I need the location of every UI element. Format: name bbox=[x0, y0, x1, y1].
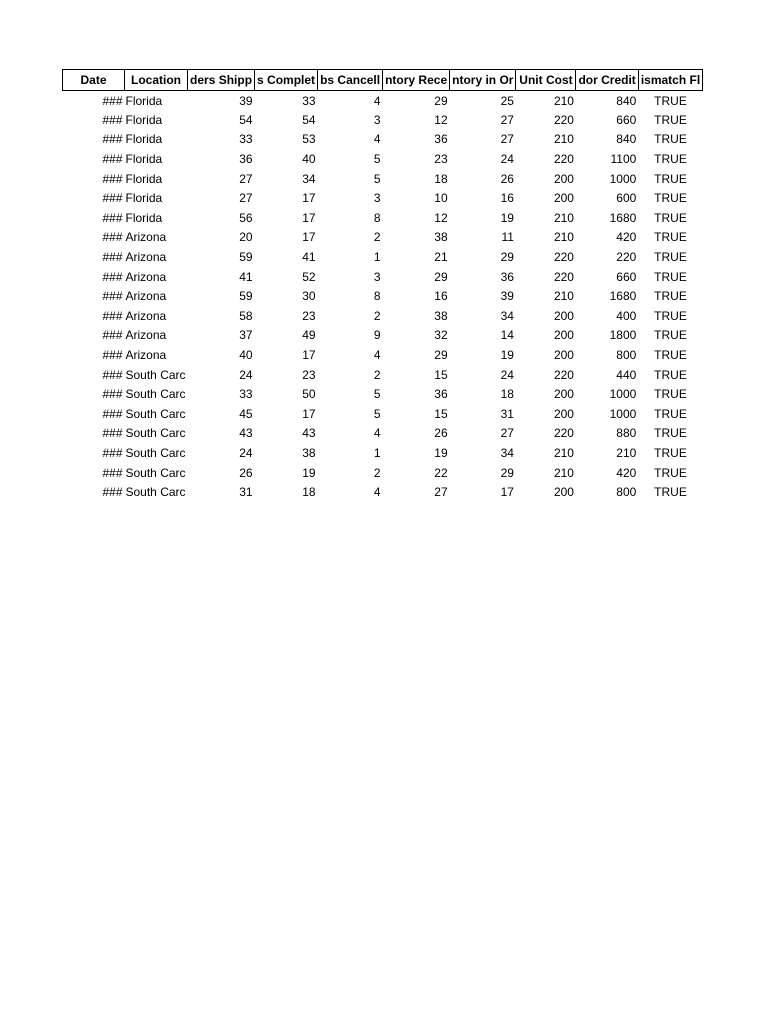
cell-jobs-completed[interactable]: 38 bbox=[302, 445, 316, 460]
cell-orders-shipped[interactable]: 37 bbox=[239, 328, 253, 343]
cell-jobs-cancelled[interactable]: 5 bbox=[373, 406, 381, 421]
cell-jobs-cancelled[interactable]: 3 bbox=[373, 112, 381, 127]
cell-date[interactable]: ### bbox=[102, 426, 123, 441]
cell-unit-cost[interactable]: 210 bbox=[553, 445, 574, 460]
cell-location[interactable]: Florida bbox=[125, 93, 163, 108]
cell-orders-shipped[interactable]: 54 bbox=[239, 112, 253, 127]
cell-inventory-received[interactable]: 27 bbox=[434, 485, 448, 500]
cell-inventory-received[interactable]: 36 bbox=[434, 387, 448, 402]
cell-location[interactable]: Arizona bbox=[125, 289, 167, 304]
table-row bbox=[63, 228, 703, 248]
cell-inventory-in-order[interactable]: 25 bbox=[500, 93, 514, 108]
cell-unit-cost[interactable]: 220 bbox=[553, 426, 574, 441]
cell-inventory-in-order[interactable]: 16 bbox=[500, 191, 514, 206]
cell-jobs-completed[interactable]: 54 bbox=[302, 112, 316, 127]
cell-vendor-credit[interactable]: 1680 bbox=[609, 289, 637, 304]
cell-inventory-received[interactable]: 12 bbox=[434, 210, 448, 225]
cell-date[interactable]: ### bbox=[102, 112, 123, 127]
data-table bbox=[62, 69, 703, 502]
cell-orders-shipped[interactable]: 31 bbox=[239, 485, 253, 500]
cell-vendor-credit[interactable]: 1100 bbox=[610, 152, 637, 167]
cell-location[interactable]: Florida bbox=[125, 132, 163, 147]
cell-location[interactable]: South Carc bbox=[125, 465, 186, 480]
table-row bbox=[63, 345, 703, 365]
cell-jobs-cancelled[interactable]: 4 bbox=[373, 426, 381, 441]
cell-mismatch-flag[interactable]: TRUE bbox=[654, 308, 687, 323]
cell-location[interactable]: South Carc bbox=[125, 367, 186, 382]
cell-jobs-completed[interactable]: 49 bbox=[302, 328, 316, 343]
cell-inventory-in-order[interactable]: 34 bbox=[500, 308, 514, 323]
cell-jobs-completed[interactable]: 30 bbox=[302, 289, 316, 304]
cell-jobs-cancelled[interactable]: 5 bbox=[373, 171, 381, 186]
cell-mismatch-flag[interactable]: TRUE bbox=[654, 112, 687, 127]
cell-jobs-cancelled[interactable]: 2 bbox=[373, 308, 381, 323]
cell-inventory-received[interactable]: 36 bbox=[434, 132, 448, 147]
cell-orders-shipped[interactable]: 20 bbox=[239, 230, 253, 245]
cell-jobs-cancelled[interactable]: 4 bbox=[373, 348, 381, 363]
cell-orders-shipped[interactable]: 59 bbox=[239, 289, 253, 304]
cell-inventory-in-order[interactable]: 19 bbox=[500, 210, 514, 225]
cell-jobs-completed[interactable]: 17 bbox=[302, 191, 316, 206]
cell-vendor-credit[interactable]: 1000 bbox=[609, 171, 637, 186]
cell-orders-shipped[interactable]: 24 bbox=[239, 367, 253, 382]
cell-mismatch-flag[interactable]: TRUE bbox=[654, 289, 687, 304]
cell-inventory-in-order[interactable]: 19 bbox=[500, 348, 514, 363]
cell-date[interactable]: ### bbox=[102, 171, 123, 186]
cell-unit-cost[interactable]: 200 bbox=[553, 191, 574, 206]
header-mismatch-flag: ismatch Fl bbox=[638, 70, 702, 91]
cell-inventory-received[interactable]: 32 bbox=[434, 328, 448, 343]
cell-jobs-cancelled[interactable]: 3 bbox=[373, 269, 381, 284]
cell-location[interactable]: South Carc bbox=[125, 445, 186, 460]
header-unit-cost: Unit Cost bbox=[516, 70, 576, 91]
cell-jobs-cancelled[interactable]: 3 bbox=[373, 191, 381, 206]
cell-jobs-completed[interactable]: 41 bbox=[302, 250, 316, 265]
cell-inventory-in-order[interactable]: 17 bbox=[500, 485, 514, 500]
cell-orders-shipped[interactable]: 56 bbox=[239, 210, 253, 225]
cell-unit-cost[interactable]: 210 bbox=[553, 289, 574, 304]
cell-vendor-credit[interactable]: 420 bbox=[616, 465, 637, 480]
cell-inventory-in-order[interactable]: 36 bbox=[500, 269, 514, 284]
cell-unit-cost[interactable]: 210 bbox=[553, 465, 574, 480]
cell-inventory-received[interactable]: 16 bbox=[434, 289, 448, 304]
cell-inventory-in-order[interactable]: 27 bbox=[500, 426, 514, 441]
cell-inventory-received[interactable]: 19 bbox=[434, 445, 448, 460]
table-row bbox=[63, 110, 703, 130]
cell-unit-cost[interactable]: 200 bbox=[553, 485, 574, 500]
cell-location[interactable]: South Carc bbox=[125, 485, 186, 500]
cell-jobs-cancelled[interactable]: 1 bbox=[373, 250, 381, 265]
cell-jobs-cancelled[interactable]: 4 bbox=[373, 132, 381, 147]
table-row bbox=[63, 286, 703, 306]
cell-jobs-cancelled[interactable]: 8 bbox=[373, 289, 381, 304]
table-row bbox=[63, 424, 703, 444]
cell-inventory-received[interactable]: 12 bbox=[434, 112, 448, 127]
cell-jobs-completed[interactable]: 34 bbox=[302, 171, 316, 186]
cell-orders-shipped[interactable]: 36 bbox=[239, 152, 253, 167]
cell-orders-shipped[interactable]: 39 bbox=[239, 93, 253, 108]
cell-date[interactable]: ### bbox=[102, 93, 123, 108]
cell-inventory-in-order[interactable]: 34 bbox=[500, 445, 514, 460]
table-body bbox=[63, 91, 703, 502]
header-inventory-in-order: ntory in Or bbox=[450, 70, 516, 91]
cell-mismatch-flag[interactable]: TRUE bbox=[654, 406, 687, 421]
cell-jobs-completed[interactable]: 17 bbox=[302, 348, 316, 363]
cell-inventory-received[interactable]: 26 bbox=[434, 426, 448, 441]
cell-jobs-completed[interactable]: 19 bbox=[302, 465, 316, 480]
cell-jobs-completed[interactable]: 43 bbox=[302, 426, 316, 441]
cell-inventory-received[interactable]: 15 bbox=[434, 406, 448, 421]
cell-inventory-received[interactable]: 29 bbox=[434, 348, 448, 363]
cell-inventory-in-order[interactable]: 29 bbox=[500, 250, 514, 265]
cell-location[interactable]: Arizona bbox=[125, 269, 167, 284]
cell-location[interactable]: Arizona bbox=[125, 308, 167, 323]
cell-orders-shipped[interactable]: 58 bbox=[239, 308, 253, 323]
cell-date[interactable]: ### bbox=[102, 445, 123, 460]
cell-orders-shipped[interactable]: 40 bbox=[239, 348, 253, 363]
cell-date[interactable]: ### bbox=[102, 250, 123, 265]
cell-jobs-completed[interactable]: 17 bbox=[302, 230, 316, 245]
cell-vendor-credit[interactable]: 660 bbox=[616, 112, 637, 127]
header-location: Location bbox=[125, 70, 188, 91]
cell-mismatch-flag[interactable]: TRUE bbox=[654, 328, 687, 343]
cell-unit-cost[interactable]: 200 bbox=[553, 308, 574, 323]
cell-location[interactable]: Arizona bbox=[125, 328, 167, 343]
cell-orders-shipped[interactable]: 43 bbox=[239, 426, 253, 441]
cell-location[interactable]: South Carc bbox=[125, 426, 186, 441]
cell-jobs-cancelled[interactable]: 2 bbox=[373, 367, 381, 382]
cell-jobs-completed[interactable]: 23 bbox=[302, 367, 316, 382]
cell-mismatch-flag[interactable]: TRUE bbox=[654, 191, 687, 206]
cell-unit-cost[interactable]: 220 bbox=[553, 112, 574, 127]
cell-location[interactable]: Florida bbox=[125, 112, 163, 127]
cell-jobs-cancelled[interactable]: 9 bbox=[373, 328, 381, 343]
cell-inventory-received[interactable]: 23 bbox=[434, 152, 448, 167]
cell-jobs-completed[interactable]: 52 bbox=[302, 269, 316, 284]
cell-jobs-completed[interactable]: 17 bbox=[302, 210, 316, 225]
cell-unit-cost[interactable]: 200 bbox=[553, 387, 574, 402]
cell-vendor-credit[interactable]: 220 bbox=[616, 250, 637, 265]
cell-unit-cost[interactable]: 220 bbox=[553, 250, 574, 265]
table-row bbox=[63, 326, 703, 346]
cell-unit-cost[interactable]: 200 bbox=[553, 406, 574, 421]
cell-vendor-credit[interactable]: 1680 bbox=[609, 210, 637, 225]
table-row bbox=[63, 149, 703, 169]
cell-date[interactable]: ### bbox=[102, 230, 123, 245]
cell-date[interactable]: ### bbox=[102, 191, 123, 206]
cell-inventory-received[interactable]: 38 bbox=[434, 230, 448, 245]
cell-inventory-received[interactable]: 38 bbox=[434, 308, 448, 323]
cell-inventory-in-order[interactable]: 31 bbox=[500, 406, 514, 421]
cell-mismatch-flag[interactable]: TRUE bbox=[654, 485, 687, 500]
table-row bbox=[63, 365, 703, 385]
cell-jobs-completed[interactable]: 40 bbox=[302, 152, 316, 167]
spreadsheet-sheet bbox=[62, 69, 703, 502]
cell-unit-cost[interactable]: 220 bbox=[553, 367, 574, 382]
table-row bbox=[63, 384, 703, 404]
cell-unit-cost[interactable]: 210 bbox=[553, 93, 574, 108]
cell-inventory-in-order[interactable]: 27 bbox=[500, 112, 514, 127]
cell-vendor-credit[interactable]: 420 bbox=[616, 230, 637, 245]
cell-inventory-in-order[interactable]: 24 bbox=[500, 152, 514, 167]
cell-jobs-cancelled[interactable]: 2 bbox=[373, 465, 381, 480]
cell-inventory-in-order[interactable]: 39 bbox=[500, 289, 514, 304]
cell-vendor-credit[interactable]: 800 bbox=[616, 348, 637, 363]
header-jobs-cancelled: bs Cancell bbox=[318, 70, 383, 91]
cell-jobs-completed[interactable]: 33 bbox=[302, 93, 316, 108]
cell-mismatch-flag[interactable]: TRUE bbox=[654, 426, 687, 441]
cell-inventory-in-order[interactable]: 27 bbox=[500, 132, 514, 147]
cell-date[interactable]: ### bbox=[102, 328, 123, 343]
cell-location[interactable]: Florida bbox=[125, 171, 163, 186]
cell-date[interactable]: ### bbox=[102, 406, 123, 421]
table-row bbox=[63, 306, 703, 326]
cell-inventory-in-order[interactable]: 26 bbox=[500, 171, 514, 186]
cell-mismatch-flag[interactable]: TRUE bbox=[654, 132, 687, 147]
cell-vendor-credit[interactable]: 210 bbox=[616, 445, 637, 460]
cell-unit-cost[interactable]: 210 bbox=[553, 230, 574, 245]
table-row bbox=[63, 443, 703, 463]
cell-date[interactable]: ### bbox=[102, 289, 123, 304]
header-jobs-completed: s Complet bbox=[255, 70, 318, 91]
cell-jobs-cancelled[interactable]: 4 bbox=[373, 93, 381, 108]
table-row bbox=[63, 482, 703, 502]
table-row bbox=[63, 91, 703, 111]
cell-date[interactable]: ### bbox=[102, 210, 123, 225]
cell-unit-cost[interactable]: 210 bbox=[553, 132, 574, 147]
cell-orders-shipped[interactable]: 59 bbox=[239, 250, 253, 265]
cell-inventory-received[interactable]: 21 bbox=[434, 250, 448, 265]
cell-vendor-credit[interactable]: 840 bbox=[616, 93, 637, 108]
cell-orders-shipped[interactable]: 41 bbox=[239, 269, 253, 284]
cell-unit-cost[interactable]: 200 bbox=[553, 171, 574, 186]
cell-mismatch-flag[interactable]: TRUE bbox=[654, 210, 687, 225]
cell-inventory-in-order[interactable]: 14 bbox=[500, 328, 514, 343]
cell-inventory-in-order[interactable]: 18 bbox=[500, 387, 514, 402]
table-row bbox=[63, 130, 703, 150]
table-row bbox=[63, 208, 703, 228]
cell-jobs-completed[interactable]: 50 bbox=[302, 387, 316, 402]
table-row bbox=[63, 404, 703, 424]
cell-unit-cost[interactable]: 200 bbox=[553, 348, 574, 363]
cell-location[interactable]: Arizona bbox=[125, 250, 167, 265]
cell-orders-shipped[interactable]: 45 bbox=[239, 406, 253, 421]
cell-jobs-completed[interactable]: 23 bbox=[302, 308, 316, 323]
header-vendor-credit: dor Credit bbox=[576, 70, 638, 91]
cell-vendor-credit[interactable]: 1000 bbox=[609, 406, 637, 421]
table-row bbox=[63, 463, 703, 483]
cell-inventory-received[interactable]: 10 bbox=[434, 191, 448, 206]
header-inventory-received: ntory Rece bbox=[383, 70, 450, 91]
cell-inventory-in-order[interactable]: 11 bbox=[501, 230, 514, 245]
cell-orders-shipped[interactable]: 26 bbox=[239, 465, 253, 480]
header-row bbox=[63, 70, 703, 91]
cell-jobs-cancelled[interactable]: 8 bbox=[373, 210, 381, 225]
cell-vendor-credit[interactable]: 1000 bbox=[609, 387, 637, 402]
cell-mismatch-flag[interactable]: TRUE bbox=[654, 445, 687, 460]
cell-orders-shipped[interactable]: 27 bbox=[239, 171, 253, 186]
table-row bbox=[63, 169, 703, 189]
cell-mismatch-flag[interactable]: TRUE bbox=[654, 465, 687, 480]
cell-mismatch-flag[interactable]: TRUE bbox=[654, 152, 687, 167]
cell-inventory-received[interactable]: 15 bbox=[434, 367, 448, 382]
cell-inventory-received[interactable]: 29 bbox=[434, 269, 448, 284]
cell-mismatch-flag[interactable]: TRUE bbox=[654, 171, 687, 186]
cell-unit-cost[interactable]: 220 bbox=[553, 152, 574, 167]
cell-mismatch-flag[interactable]: TRUE bbox=[654, 250, 687, 265]
cell-jobs-cancelled[interactable]: 2 bbox=[373, 230, 381, 245]
table-row bbox=[63, 247, 703, 267]
cell-mismatch-flag[interactable]: TRUE bbox=[654, 367, 687, 382]
cell-vendor-credit[interactable]: 840 bbox=[616, 132, 637, 147]
cell-inventory-received[interactable]: 22 bbox=[434, 465, 448, 480]
cell-location[interactable]: Florida bbox=[125, 210, 163, 225]
cell-mismatch-flag[interactable]: TRUE bbox=[654, 230, 687, 245]
cell-unit-cost[interactable]: 210 bbox=[553, 210, 574, 225]
cell-orders-shipped[interactable]: 24 bbox=[239, 445, 253, 460]
cell-vendor-credit[interactable]: 400 bbox=[616, 308, 637, 323]
cell-date[interactable]: ### bbox=[102, 387, 123, 402]
cell-jobs-completed[interactable]: 18 bbox=[302, 485, 316, 500]
cell-vendor-credit[interactable]: 800 bbox=[616, 485, 637, 500]
cell-unit-cost[interactable]: 200 bbox=[553, 328, 574, 343]
cell-orders-shipped[interactable]: 27 bbox=[239, 191, 253, 206]
cell-inventory-in-order[interactable]: 24 bbox=[500, 367, 514, 382]
table-row bbox=[63, 267, 703, 287]
cell-mismatch-flag[interactable]: TRUE bbox=[654, 269, 687, 284]
cell-unit-cost[interactable]: 220 bbox=[553, 269, 574, 284]
cell-date[interactable]: ### bbox=[102, 367, 123, 382]
cell-location[interactable]: Florida bbox=[125, 152, 163, 167]
cell-vendor-credit[interactable]: 1800 bbox=[609, 328, 637, 343]
cell-jobs-completed[interactable]: 17 bbox=[302, 406, 316, 421]
cell-orders-shipped[interactable]: 33 bbox=[239, 387, 253, 402]
cell-mismatch-flag[interactable]: TRUE bbox=[654, 348, 687, 363]
cell-date[interactable]: ### bbox=[102, 132, 123, 147]
cell-location[interactable]: Florida bbox=[125, 191, 163, 206]
cell-jobs-cancelled[interactable]: 4 bbox=[373, 485, 381, 500]
cell-vendor-credit[interactable]: 880 bbox=[616, 426, 637, 441]
cell-vendor-credit[interactable]: 660 bbox=[616, 269, 637, 284]
cell-jobs-cancelled[interactable]: 5 bbox=[373, 152, 381, 167]
cell-vendor-credit[interactable]: 600 bbox=[616, 191, 637, 206]
cell-jobs-cancelled[interactable]: 1 bbox=[373, 445, 381, 460]
cell-date[interactable]: ### bbox=[102, 465, 123, 480]
cell-jobs-cancelled[interactable]: 5 bbox=[373, 387, 381, 402]
cell-mismatch-flag[interactable]: TRUE bbox=[654, 93, 687, 108]
cell-inventory-in-order[interactable]: 29 bbox=[500, 465, 514, 480]
cell-location[interactable]: Arizona bbox=[125, 230, 167, 245]
cell-date[interactable]: ### bbox=[102, 269, 123, 284]
header-orders-shipped: ders Shipp bbox=[188, 70, 255, 91]
cell-inventory-received[interactable]: 29 bbox=[434, 93, 448, 108]
cell-orders-shipped[interactable]: 33 bbox=[239, 132, 253, 147]
header-date: Date bbox=[63, 70, 125, 91]
cell-vendor-credit[interactable]: 440 bbox=[616, 367, 637, 382]
cell-date[interactable]: ### bbox=[102, 152, 123, 167]
cell-date[interactable]: ### bbox=[102, 348, 123, 363]
cell-jobs-completed[interactable]: 53 bbox=[302, 132, 316, 147]
table-row bbox=[63, 188, 703, 208]
cell-location[interactable]: South Carc bbox=[125, 387, 186, 402]
cell-inventory-received[interactable]: 18 bbox=[434, 171, 448, 186]
cell-mismatch-flag[interactable]: TRUE bbox=[654, 387, 687, 402]
cell-date[interactable]: ### bbox=[102, 308, 123, 323]
cell-location[interactable]: South Carc bbox=[125, 406, 186, 421]
cell-location[interactable]: Arizona bbox=[125, 348, 167, 363]
cell-date[interactable]: ### bbox=[102, 485, 123, 500]
